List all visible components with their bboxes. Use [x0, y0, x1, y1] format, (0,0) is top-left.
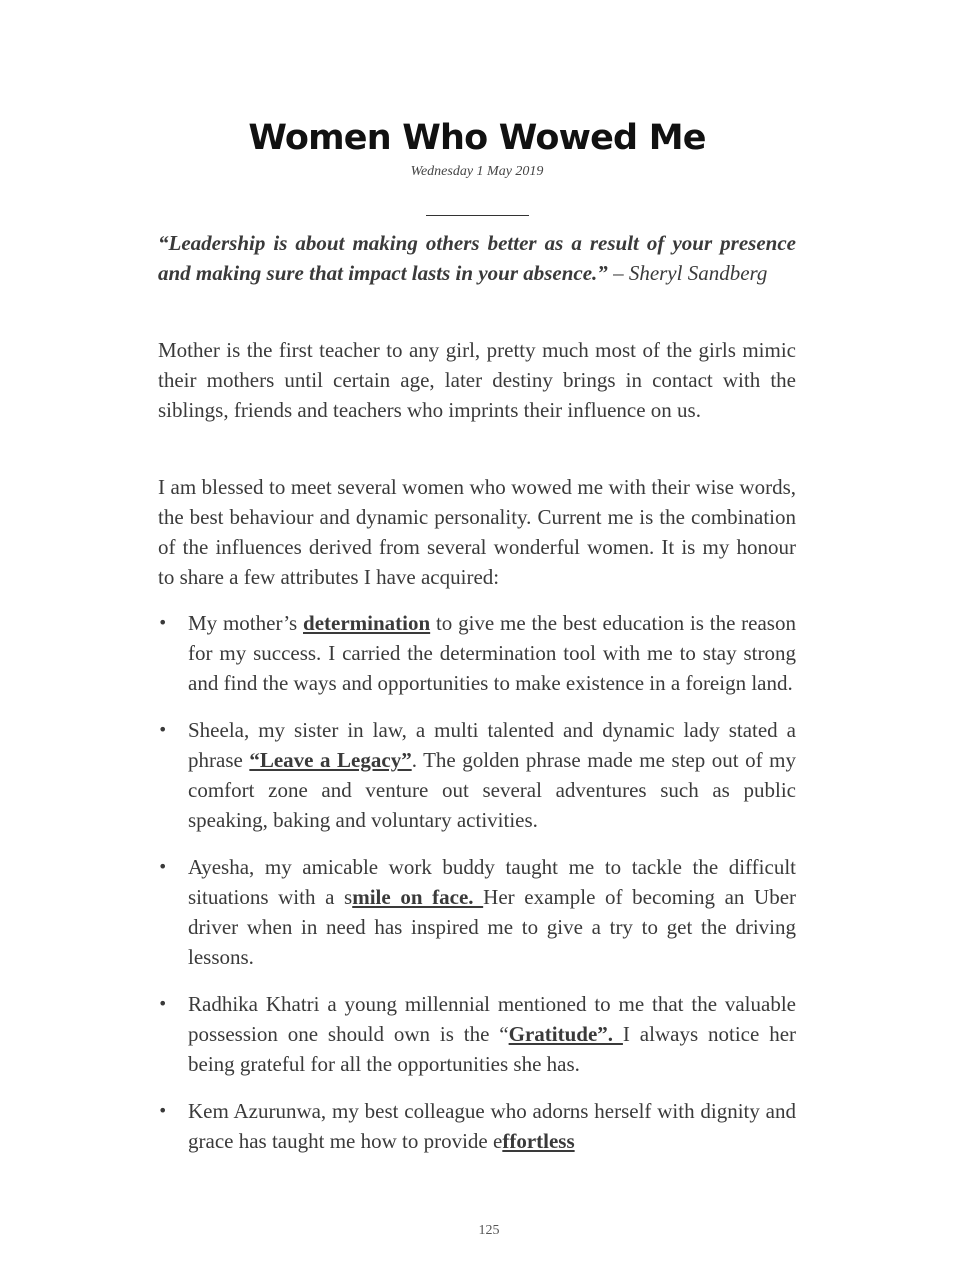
- title-divider: [426, 215, 529, 216]
- bullet-marker: •: [158, 1101, 168, 1120]
- page-number: 125: [478, 1223, 500, 1238]
- bullet-marker: •: [158, 720, 168, 739]
- list-item: [158, 1096, 796, 1156]
- bullet-marker: •: [158, 857, 168, 876]
- list-item: [158, 715, 796, 835]
- item-text: to give me the best education is the reason for my success. I carried the determination tool with me to stay strong and find the ways and opportunities to make existence in a foreign land.: [188, 611, 796, 695]
- item-text: I always notice her being grateful for all the opportunities she has.: [188, 1022, 797, 1076]
- paragraph: Mother is the first teacher to any girl, pretty much most of the girls mimic their mothers until certain age, later destiny brings in contact with the siblings, friends and teachers who imprints their influence on us.: [158, 338, 796, 422]
- item-text: Sheela, my sister in law, a multi talented and dynamic lady stated a phrase: [188, 718, 796, 772]
- quote-author: Sheryl Sandberg: [628, 261, 768, 285]
- list-item: [158, 852, 796, 972]
- list-item: [158, 989, 796, 1079]
- quote-text: “Leadership is about making others better as a result of your presence and making sure that impact lasts in your absence.”: [158, 231, 796, 285]
- item-emphasis: ffortless: [502, 1129, 575, 1153]
- quote-dash: –: [607, 261, 624, 285]
- item-emphasis: determination: [303, 611, 431, 635]
- item-text: My mother’s: [188, 611, 304, 635]
- paragraph: I am blessed to meet several women who wowed me with their wise words, the best behaviour and dynamic personality. Current me is the combination of the influences derived from several wonderful women. It is my honour to share a few attributes I have acquired:: [158, 475, 796, 589]
- attribute-list: [158, 608, 796, 1173]
- article-title: Women Who Wowed Me: [248, 118, 706, 158]
- item-emphasis: Gratitude”.: [508, 1022, 623, 1046]
- item-text: Radhika Khatri a young millennial mentioned to me that the valuable possession one should own is the “: [188, 992, 796, 1046]
- item-emphasis: mile on face.: [352, 885, 484, 909]
- item-text: Her example of becoming an Uber driver when in need has inspired me to give a try to get the driving lessons.: [188, 885, 797, 969]
- list-item: [158, 608, 796, 698]
- item-text: . The golden phrase made me step out of my comfort zone and venture out several adventures such as public speaking, baking and voluntary activities.: [188, 748, 797, 832]
- item-emphasis: “Leave a Legacy”: [249, 748, 412, 772]
- bullet-marker: •: [158, 994, 168, 1013]
- bullet-marker: •: [158, 613, 168, 632]
- article-date: Wednesday 1 May 2019: [410, 164, 544, 179]
- item-text: Ayesha, my amicable work buddy taught me to tackle the difficult situations with a s: [188, 855, 796, 909]
- item-text: Kem Azurunwa, my best colleague who adorns herself with dignity and grace has taught me how to provide e: [188, 1099, 796, 1153]
- epigraph-quote: [158, 228, 796, 288]
